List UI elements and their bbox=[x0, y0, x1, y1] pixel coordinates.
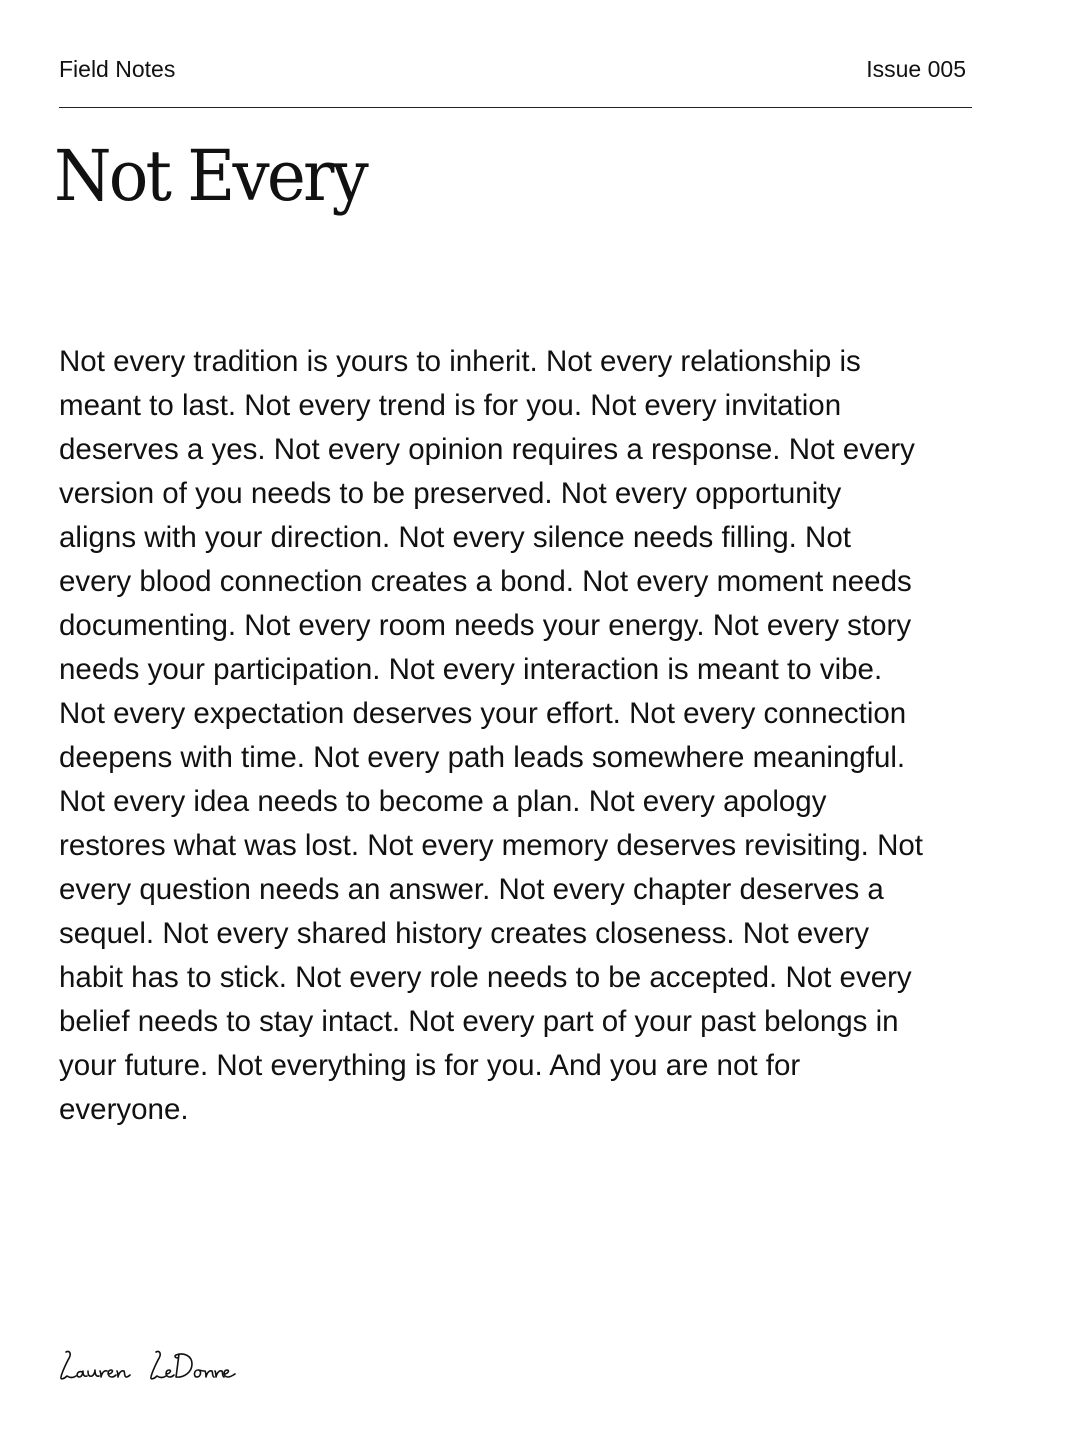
body-line: every question needs an answer. Not every chapter deserves a bbox=[59, 873, 884, 906]
body-line: Not every tradition is yours to inherit. Not every relationship is bbox=[59, 345, 861, 378]
body-line: habit has to stick. Not every role needs to be accepted. Not every bbox=[59, 961, 912, 994]
body-line: your future. Not everything is for you. And you are not for bbox=[59, 1049, 801, 1082]
body-line: sequel. Not every shared history creates closeness. Not every bbox=[59, 917, 869, 950]
body-line: needs your participation. Not every interaction is meant to vibe. bbox=[59, 653, 883, 686]
body-line: version of you needs to be preserved. Not every opportunity bbox=[59, 477, 842, 510]
body-line: Not every expectation deserves your effort. Not every connection bbox=[59, 697, 907, 730]
body-text bbox=[59, 340, 989, 1132]
page-title: Not Every bbox=[54, 135, 366, 217]
issue-number: Issue 005 bbox=[866, 56, 966, 82]
body-line: deserves a yes. Not every opinion requires a response. Not every bbox=[59, 433, 915, 466]
body-line: belief needs to stay intact. Not every part of your past belongs in bbox=[59, 1005, 899, 1038]
header-divider bbox=[59, 107, 972, 108]
body-line: aligns with your direction. Not every silence needs filling. Not bbox=[59, 521, 851, 554]
body-line: Not every idea needs to become a plan. Not every apology bbox=[59, 785, 827, 818]
body-line: documenting. Not every room needs your energy. Not every story bbox=[59, 609, 912, 642]
page-header bbox=[59, 56, 972, 86]
publication-name: Field Notes bbox=[59, 56, 176, 82]
body-line: everyone. bbox=[59, 1093, 189, 1126]
body-line: meant to last. Not every trend is for you. Not every invitation bbox=[59, 389, 842, 422]
body-line: every blood connection creates a bond. Not every moment needs bbox=[59, 565, 912, 598]
handwritten-signature bbox=[58, 1346, 258, 1386]
body-line: deepens with time. Not every path leads somewhere meaningful. bbox=[59, 741, 906, 774]
body-line: restores what was lost. Not every memory deserves revisiting. Not bbox=[59, 829, 923, 862]
